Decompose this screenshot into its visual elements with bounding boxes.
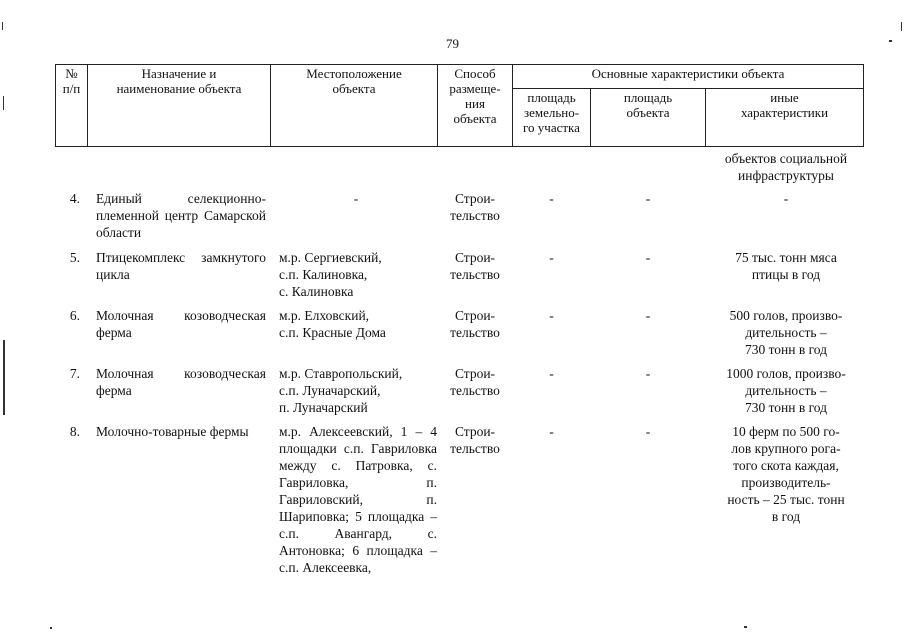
row-land-area: -	[549, 191, 554, 206]
row-object-area: -	[645, 366, 651, 381]
row-location: м.р. Елховский, с.п. Красные Дома	[279, 308, 386, 340]
row-object-area: -	[645, 250, 651, 265]
header-other: иные характеристики	[705, 88, 864, 147]
scan-mark	[744, 626, 747, 628]
row-land-area: -	[549, 366, 554, 381]
row-method: Строи- тельство	[450, 366, 500, 398]
header-method: Способ размеще- ния объекта	[437, 64, 513, 147]
row-other: 500 голов, произво- дительность – 730 тонн в год	[729, 308, 843, 357]
scan-mark	[889, 40, 892, 42]
row-location: м.р. Алексеевский, 1 – 4 площадки с.п. Гавриловка между с. Патровка, с. Гавриловка, п. Гавриловский, п. Шариповка; 5 площадка – с.п. Авангард, с. Антоновка; 6 площадка – с.п. Алексеевка,	[279, 424, 437, 575]
row-name: Молочная козоводческая ферма	[96, 308, 266, 340]
header-main-characteristics: Основные характеристики объекта	[512, 64, 864, 89]
row-location: м.р. Ставропольский, с.п. Луначарский, п. Луначарский	[279, 366, 403, 415]
row-num: 4.	[69, 191, 80, 206]
row-location: -	[353, 191, 359, 206]
row-name: Птицекомплекс замкнутого цикла	[96, 250, 266, 282]
row-object-area: -	[645, 308, 651, 323]
row-method: Строи- тельство	[450, 424, 500, 456]
row-num: 6.	[69, 308, 80, 323]
row-land-area: -	[549, 250, 554, 265]
row-num: 8.	[69, 424, 80, 439]
row-land-area: -	[549, 424, 554, 439]
scan-mark	[2, 22, 3, 30]
row-num: 5.	[69, 250, 80, 265]
row-other: 10 ферм по 500 го- лов крупного рога- того скота каждая, производитель- ность – 25 тыс. тонн в год	[727, 424, 845, 524]
row-method: Строи- тельство	[450, 308, 500, 340]
row-name: Молочная козоводческая ферма	[96, 366, 266, 398]
continued-text: объектов социальной инфраструктуры	[724, 151, 848, 183]
row-other: 75 тыс. тонн мяса птицы в год	[735, 250, 837, 282]
row-name: Молочно-товарные фермы	[96, 424, 249, 439]
header-name: Назначение и наименование объекта	[87, 64, 271, 147]
row-num: 7.	[69, 366, 80, 381]
row-object-area: -	[645, 424, 651, 439]
row-other: -	[783, 191, 789, 206]
row-other: 1000 голов, произво- дительность – 730 тонн в год	[726, 366, 846, 415]
row-name: Единый селекционно-племенной центр Самарской области	[96, 191, 266, 240]
scan-mark	[901, 22, 902, 31]
scan-mark	[3, 96, 4, 110]
row-method: Строи- тельство	[450, 250, 500, 282]
header-land-area: площадь земельно- го участка	[512, 88, 591, 147]
scan-mark	[50, 627, 52, 629]
row-land-area: -	[549, 308, 554, 323]
header-location: Местоположение объекта	[270, 64, 438, 147]
scan-mark	[3, 340, 5, 415]
row-location: м.р. Сергиевский, с.п. Калиновка, с. Калиновка	[279, 250, 382, 299]
header-num: № п/п	[55, 64, 88, 147]
row-object-area: -	[645, 191, 651, 206]
header-object-area: площадь объекта	[590, 88, 706, 147]
row-method: Строи- тельство	[450, 191, 500, 223]
page-number: 79	[446, 36, 459, 51]
